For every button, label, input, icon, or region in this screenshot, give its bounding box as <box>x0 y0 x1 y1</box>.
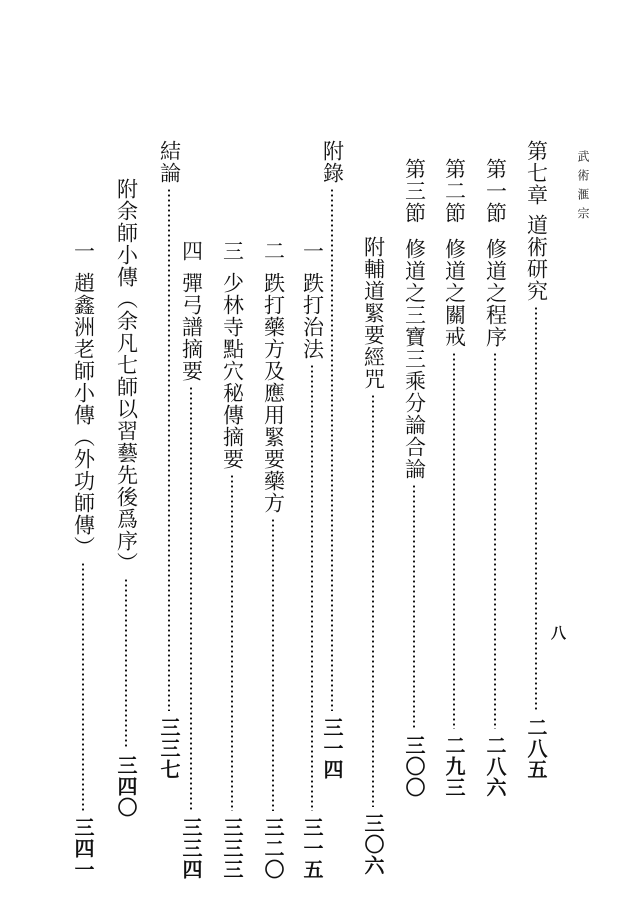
toc-entry-title: 修道之三寶三乘分論合論 <box>402 238 427 480</box>
toc-dot-leader <box>82 562 84 811</box>
toc-entry-section-3[interactable] <box>397 158 431 798</box>
toc-entry-page: 三四一 <box>71 817 95 880</box>
toc-entry-label <box>222 240 243 470</box>
toc-entry-section-1[interactable] <box>478 158 512 798</box>
toc-dot-leader <box>494 352 496 729</box>
toc-entry-appendix-1[interactable] <box>295 240 329 880</box>
toc-entry-page: 三三三 <box>220 817 244 880</box>
toc-dot-leader <box>453 352 455 729</box>
toc-entry-appendix-2[interactable] <box>256 240 290 880</box>
toc-entry-section-2[interactable] <box>437 158 471 798</box>
toc-dot-leader <box>125 578 127 749</box>
toc-dot-leader <box>311 364 313 811</box>
running-head: 武術滙宗 <box>576 150 590 226</box>
toc-entry-prefix: 第三節 <box>402 158 427 224</box>
toc-dot-leader <box>535 306 537 711</box>
toc-entry-title: 修道之關戒 <box>442 238 467 348</box>
toc-entry-title: 修道之程序 <box>483 238 508 348</box>
toc-entry-title: 附輔道緊要經咒 <box>361 236 386 390</box>
toc-entry-page: 二八五 <box>524 717 548 780</box>
toc-entry-prefix: 二 <box>261 240 286 262</box>
toc-entry-title: 彈弓譜摘要 <box>179 272 204 382</box>
toc-entry-label <box>159 140 180 184</box>
toc-entry-title: 道術研究 <box>524 214 549 302</box>
toc-entry-prefix: 第二節 <box>442 158 467 224</box>
toc-entry-appendix-sutra[interactable] <box>356 236 390 876</box>
toc-entry-title: 趙鑫洲老師小傳（外功師傳） <box>71 272 96 558</box>
toc-entry-prefix: 一 <box>300 240 325 262</box>
toc-dot-leader <box>190 386 192 811</box>
toc-entry-conclusion[interactable] <box>152 140 186 780</box>
toc-entry-appendix-3[interactable] <box>215 240 249 880</box>
toc-entry-prefix: 結論 <box>157 140 182 184</box>
toc-entry-chapter-7[interactable] <box>519 140 553 780</box>
toc-dot-leader <box>168 188 170 711</box>
toc-entry-page: 二九三 <box>442 735 466 798</box>
toc-entry-label <box>404 158 425 480</box>
toc-entry-teacher-biographies[interactable] <box>109 178 143 818</box>
page-number: 八 <box>551 624 567 642</box>
toc-dot-leader <box>231 474 233 811</box>
toc-entry-label <box>363 236 384 390</box>
toc-entry-label <box>116 178 137 574</box>
toc-entry-label <box>485 158 506 348</box>
toc-dot-leader <box>331 188 333 711</box>
toc-entry-page: 三三七 <box>157 717 181 780</box>
toc-entry-label <box>444 158 465 348</box>
toc-dot-leader <box>413 484 415 729</box>
toc-entry-prefix: 四 <box>179 240 204 262</box>
toc-dot-leader <box>272 518 274 811</box>
toc-entry-prefix: 第七章 <box>524 140 549 206</box>
toc-entry-page: 三三四 <box>179 817 203 880</box>
toc-entry-title: 跌打治法 <box>300 272 325 360</box>
toc-entry-teacher-1[interactable] <box>66 240 100 880</box>
toc-entry-page: 二八六 <box>483 735 507 798</box>
toc-entry-page: 三一四 <box>320 717 344 780</box>
toc-entry-prefix: 第一節 <box>483 158 508 224</box>
toc-entry-title: 附余師小傳（余凡七師以習藝先後爲序） <box>114 178 139 574</box>
toc-entry-page: 三〇〇 <box>402 735 426 798</box>
toc-entry-page: 三四〇 <box>114 755 138 818</box>
toc-entry-label <box>302 240 323 360</box>
toc-entry-page: 三一五 <box>300 817 324 880</box>
toc-entry-title: 少林寺點穴秘傳摘要 <box>220 272 245 470</box>
toc-entry-prefix: 附錄 <box>320 140 345 184</box>
toc-entry-prefix: 三 <box>220 240 245 262</box>
toc-entry-label <box>263 240 284 514</box>
toc-dot-leader <box>372 394 374 807</box>
toc-entry-label <box>526 140 547 302</box>
toc-entry-label <box>73 240 94 558</box>
toc-entry-label <box>322 140 343 184</box>
toc-entry-title: 跌打藥方及應用緊要藥方 <box>261 272 286 514</box>
toc-entry-prefix: 一 <box>71 240 96 262</box>
toc-entry-page: 三〇六 <box>361 813 385 876</box>
toc-entry-page: 三二〇 <box>261 817 285 880</box>
